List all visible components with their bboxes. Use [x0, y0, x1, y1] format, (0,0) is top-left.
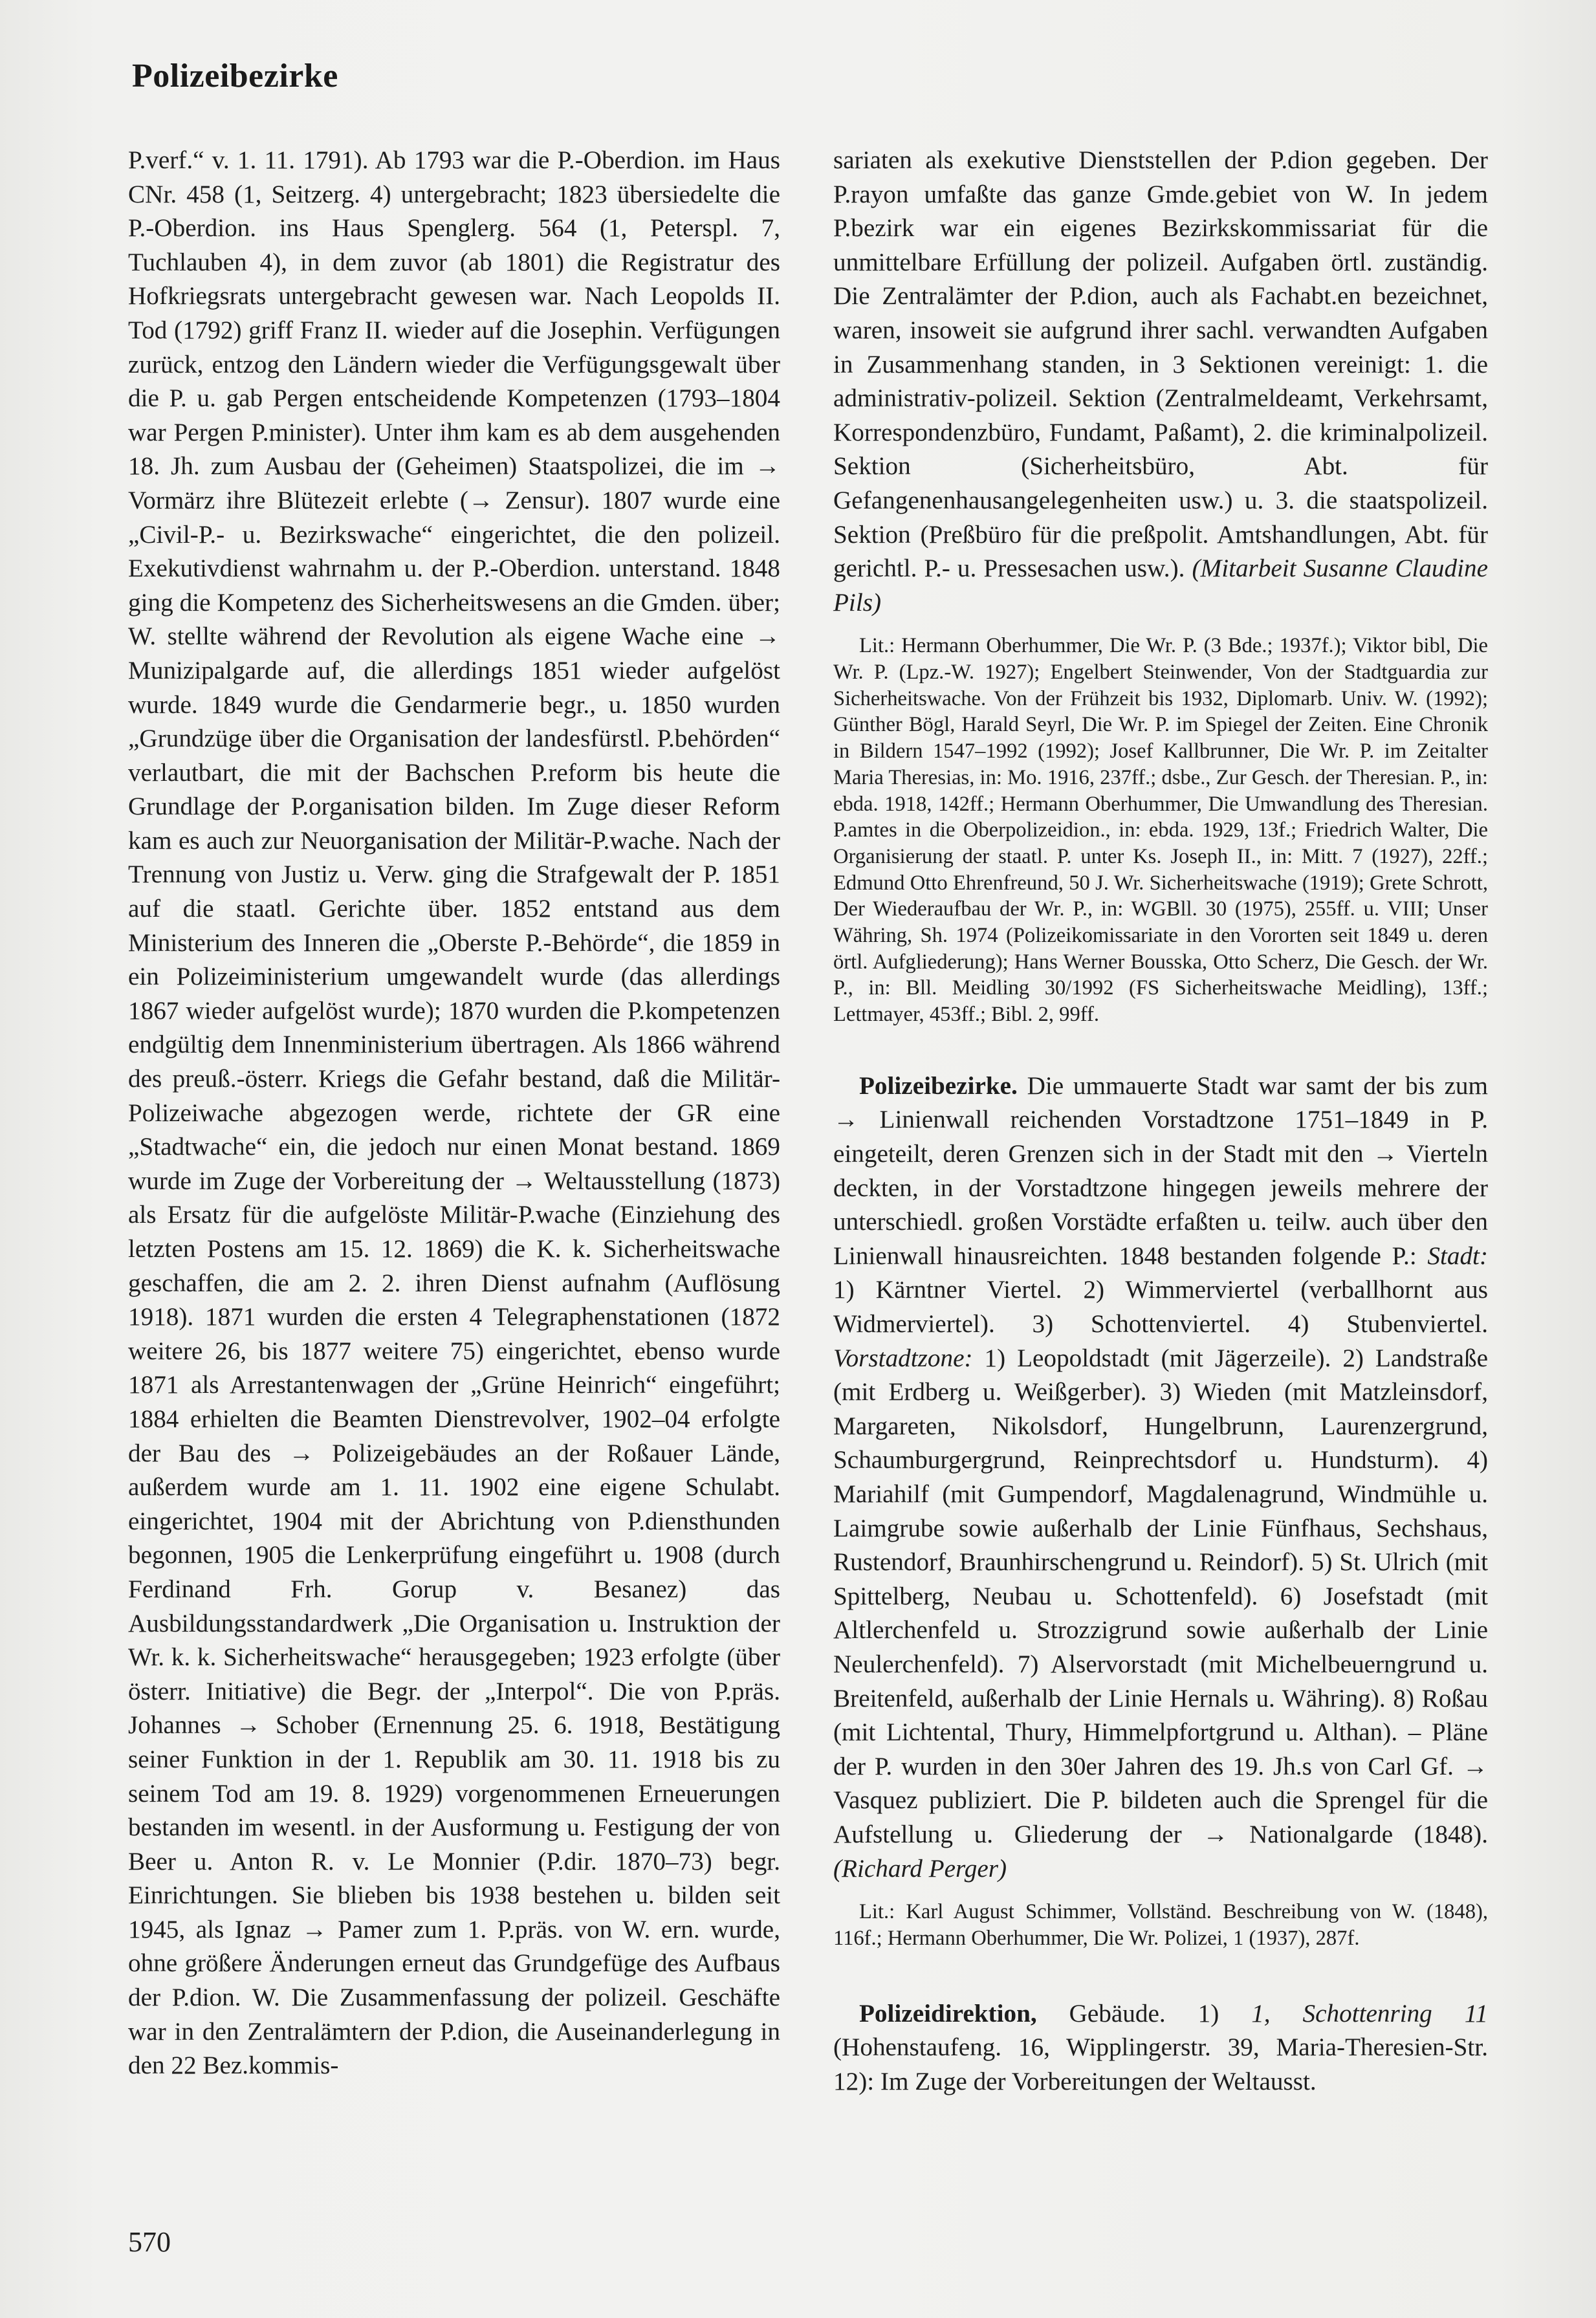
continuation-body: sariaten als exekutive Dienststellen der P.dion gegeben. Der P.rayon umfaßte das ganze Gmde.gebiet von W. In jedem P.bezirk war ein eigenes Bezirkskommissariat für die unmittelbare Erfüllung der polizeil. Aufgaben örtl. zuständig. Die Zentralämter der P.dion, auch als Fachabt.en bezeichnet, waren, insoweit sie aufgrund ihrer sachl. verwandten Aufgaben in Zusammenhang standen, in 3 Sektionen vereinigt: 1. die administrativ-polizeil. Sektion (Zentralmeldeamt, Verkehrsamt, Korrespondenzbüro, Fundamt, Paßamt), 2. die kriminalpolizeil. Sektion (Sicherheitsbüro, Abt. für Gefangenenhausangelegenheiten usw.) u. 3. die staatspolizeil. Sektion (Preßbüro für die preßpolit. Amtshandlungen, Abt. für gerichtl. P.- u. Pressesachen usw.).: [833, 146, 1488, 583]
entry2-location: 1, Schottenring 11: [1251, 1999, 1488, 2028]
entry-polizeibezirke: [833, 1069, 1488, 1886]
entry-label-vorstadt: Vorstadtzone:: [833, 1344, 973, 1372]
continuation-text: [833, 144, 1488, 620]
entry2-text-a: Gebäude. 1): [1069, 1999, 1219, 2028]
running-header: Polizeibezirke: [132, 58, 338, 94]
entry2-text-b: (Hohenstaufeng. 16, Wipplingerstr. 39, Maria-Theresien-Str. 12): Im Zuge der Vorbereitungen der Weltausst.: [833, 2033, 1488, 2095]
left-column-text: P.verf.“ v. 1. 11. 1791). Ab 1793 war die P.-Oberdion. im Haus CNr. 458 (1, Seitzerg. 4) untergebracht; 1823 übersiedelte die P.-Oberdion. ins Haus Spenglerg. 564 (1, Peterspl. 7, Tuchlauben 4), in dem zuvor (ab 1801) die Registratur des Hofkriegsrats untergebracht gewesen war. Nach Leopolds II. Tod (1792) griff Franz II. wieder auf die Josephin. Verfügungen zurück, entzog den Ländern wieder die Verfügungsgewalt über die P. u. gab Pergen entscheidende Kompetenzen (1793–1804 war Pergen P.minister). Unter ihm kam es ab dem ausgehenden 18. Jh. zum Ausbau der (Geheimen) Staatspolizei, die im → Vormärz ihre Blütezeit erlebte (→ Zensur). 1807 wurde eine „Civil-P.- u. Bezirkswache“ eingerichtet, die den polizeil. Exekutivdienst wahrnahm u. der P.-Oberdion. unterstand. 1848 ging die Kompetenz des Sicherheitswesens an die Gmden. über; W. stellte während der Revolution als eigene Wache eine → Munizipalgarde auf, die allerdings 1851 wieder aufgelöst wurde. 1849 wurde die Gendarmerie begr., u. 1850 wurden „Grundzüge über die Organisation der landesfürstl. P.behörden“ verlautbart, die mit der Bachschen P.reform bis heute die Grundlage der P.organisation bilden. Im Zuge dieser Reform kam es auch zur Neuorganisation der Militär-P.wache. Nach der Trennung von Justiz u. Verw. ging die Strafgewalt der P. 1851 auf die staatl. Gerichte über. 1852 entstand aus dem Ministerium des Inneren die „Oberste P.-Behörde“, die 1859 in ein Polizeiministerium umgewandelt wurde (das allerdings 1867 wieder aufgelöst wurde); 1870 wurden die P.kompetenzen endgültig dem Innenministerium übertragen. Als 1866 während des preuß.-österr. Kriegs die Gefahr bestand, daß die Militär-Polizeiwache abgezogen werde, richtete der GR eine „Stadtwache“ ein, die jedoch nur einen Monat bestand. 1869 wurde im Zuge der Vorbereitung der → Weltausstellung (1873) als Ersatz für die aufgelöste Militär-P.wache (Einziehung des letzten Postens am 15. 12. 1869) die K. k. Sicherheitswache geschaffen, die am 2. 2. ihren Dienst aufnahm (Auflösung 1918). 1871 wurden die ersten 4 Telegraphenstationen (1872 weitere 26, bis 1877 weitere 75) eingerichtet, ebenso wurde 1871 als Arrestantenwagen der „Grüne Heinrich“ eingeführt; 1884 erhielten die Beamten Dienstrevolver, 1902–04 erfolgte der Bau des → Polizeigebäudes an der Roßauer Lände, außerdem wurde am 1. 11. 1902 eine eigene Schulabt. eingerichtet, 1904 mit der Abrichtung von P.diensthunden begonnen, 1905 die Lenkerprüfung eingeführt u. 1908 (durch Ferdinand Frh. Gorup v. Besanez) das Ausbildungsstandardwerk „Die Organisation u. Instruktion der Wr. k. k. Sicherheitswache“ herausgegeben; 1923 erfolgte (über österr. Initiative) die Begr. der „Interpol“. Die von P.präs. Johannes → Schober (Ernennung 25. 6. 1918, Bestätigung seiner Funktion in der 1. Republik am 30. 11. 1918 bis zu seinem Tod am 19. 8. 1929) vorgenommenen Erneuerungen bestanden im wesentl. in der Ausformung u. Festigung der von Beer u. Anton R. v. Le Monnier (P.dir. 1870–73) begr. Einrichtungen. Sie blieben bis 1938 bestehen u. bilden seit 1945, als Ignaz → Pamer zum 1. P.präs. von W. ern. wurde, ohne größere Änderungen erneut das Grundgefüge des Aufbaus der P.dion. W. Die Zusammenfassung der polizeil. Geschäfte war in den Zentralämtern der P.dion, die Auseinanderlegung in den 22 Bez.kommis-: [128, 146, 780, 2080]
continuation-author: (Mitarbeit Susanne Claudine Pils): [833, 554, 1488, 617]
entry-polizeidirektion: [833, 1997, 1488, 2099]
entry-text-b: 1) Kärntner Viertel. 2) Wimmerviertel (verballhornt aus Widmerviertel). 3) Schottenviertel. 4) Stubenviertel.: [833, 1276, 1488, 1339]
page-number: 570: [128, 2226, 171, 2258]
entry-headword: Polizeibezirke.: [859, 1071, 1018, 1100]
entry2-headword: Polizeidirektion,: [859, 1999, 1037, 2028]
entry-text-a: Die ummauerte Stadt war samt der bis zum → Linienwall reichenden Vorstadtzone 1751–1849 in P. eingeteilt, deren Grenzen sich in der Stadt mit den → Vierteln deckten, in der Vorstadtzone hingegen jeweils mehrere der unterschiedl. großen Vorstädte erfaßten u. teilw. auch über den Linienwall hinausreichten. 1848 bestanden folgende P.:: [833, 1071, 1489, 1270]
entry-label-stadt: Stadt:: [1427, 1241, 1488, 1270]
continuation-literature: Lit.: Hermann Oberhummer, Die Wr. P. (3 Bde.; 1937f.); Viktor bibl, Die Wr. P. (Lpz.-W. 1927); Engelbert Steinwender, Von der Stadtguardia zur Sicherheitswache. Von der Frühzeit bis 1932, Diplomarb. Univ. W. (1992); Günther Bögl, Harald Seyrl, Die Wr. P. im Spiegel der Zeiten. Eine Chronik in Bildern 1547–1992 (1992); Josef Kallbrunner, Die Wr. P. im Zeitalter Maria Theresias, in: Mo. 1916, 237ff.; dsbe., Zur Gesch. der Theresian. P., in: ebda. 1918, 142ff.; Hermann Oberhummer, Die Umwandlung des Theresian. P.amtes in die Oberpolizeidion., in: ebda. 1929, 13f.; Friedrich Walter, Die Organisierung der staatl. P. unter Ks. Joseph II., in: Mitt. 7 (1927), 22ff.; Edmund Otto Ehrenfreund, 50 J. Wr. Sicherheitswache (1919); Grete Schrott, Der Wiederaufbau der Wr. P., in: WGBll. 30 (1975), 255ff. u. VIII; Unser Währing, Sh. 1974 (Polizeikomissariate in den Vororten seit 1849 u. deren örtl. Aufgliederung); Hans Werner Bousska, Otto Scherz, Die Gesch. der Wr. P., in: Bll. Meidling 30/1992 (FS Sicherheitswache Meidling), 13ff.; Lettmayer, 453ff.; Bibl. 2, 99ff.: [833, 634, 1488, 1027]
entry-literature: Lit.: Karl August Schimmer, Vollständ. Beschreibung von W. (1848), 116f.; Hermann Oberhummer, Die Wr. Polizei, 1 (1937), 287f.: [833, 1900, 1488, 1950]
entry-author: (Richard Perger): [833, 1854, 1007, 1883]
left-column: [128, 144, 780, 2083]
right-column: [833, 144, 1488, 2099]
entry-text-c: 1) Leopoldstadt (mit Jägerzeile). 2) Landstraße (mit Erdberg u. Weißgerber). 3) Wieden (mit Matzleinsdorf, Margareten, Nikolsdorf, Hungelbrunn, Laurenzergrund, Schaumburgergrund, Reinprechtsdorf u. Hundsturm). 4) Mariahilf (mit Gumpendorf, Magdalenagrund, Windmühle u. Laimgrube sowie außerhalb der Linie Fünfhaus, Sechshaus, Rustendorf, Braunhirschengrund u. Reindorf). 5) St. Ulrich (mit Spittelberg, Neubau u. Schottenfeld). 6) Josefstadt (mit Altlerchenfeld u. Strozzigrund sowie außerhalb der Linie Neulerchenfeld). 7) Alservorstadt (mit Michelbeuerngrund u. Breitenfeld, außerhalb der Linie Hernals u. Währing). 8) Roßau (mit Lichtental, Thury, Himmelpfortgrund u. Althan). – Pläne der P. wurden in den 30er Jahren des 19. Jh.s von Carl Gf. → Vasquez publiziert. Die P. bildeten auch die Sprengel für die Aufstellung u. Gliederung der → Nationalgarde (1848).: [833, 1344, 1488, 1848]
